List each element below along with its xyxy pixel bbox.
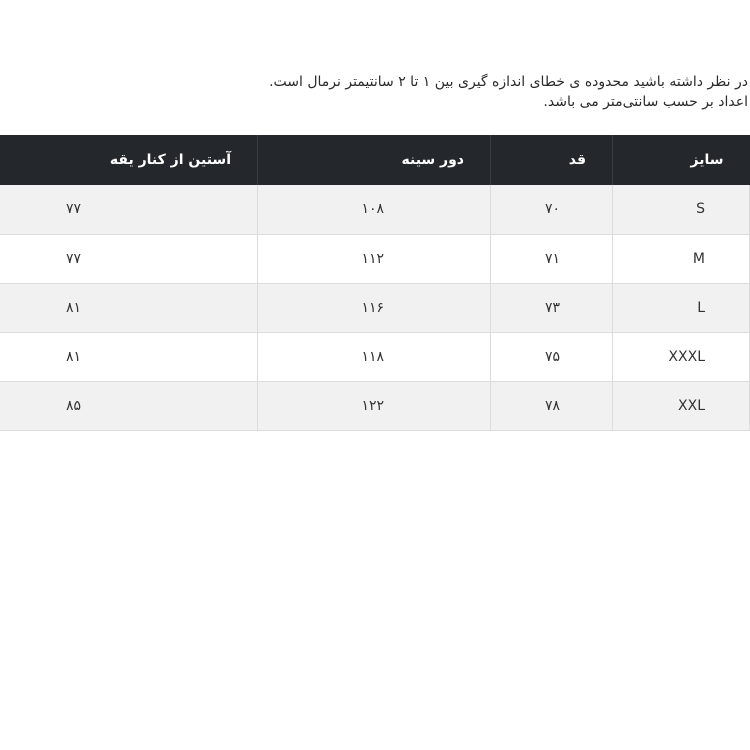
cell-size-value: L bbox=[697, 299, 705, 316]
cell-size-value: M bbox=[692, 250, 705, 267]
table-header-row bbox=[0, 135, 750, 185]
cell-sleeve: ۷۷ bbox=[0, 185, 258, 234]
cell-sleeve: ۸۱ bbox=[0, 283, 258, 332]
cell-sleeve: ۷۷ bbox=[0, 234, 258, 283]
cell-chest: ۱۰۸ bbox=[258, 185, 491, 234]
cell-chest: ۱۲۲ bbox=[258, 381, 491, 430]
cell-sleeve: ۸۵ bbox=[0, 381, 258, 430]
header-chest: دور سینه bbox=[258, 135, 491, 185]
cell-height: ۷۰ bbox=[491, 185, 613, 234]
header-height: قد bbox=[491, 135, 613, 185]
cell-size bbox=[613, 234, 750, 283]
table-body bbox=[0, 185, 750, 430]
note-measurement-error: در نظر داشته باشید محدوده ی خطای اندازه گیری بین ۱ تا ۲ سانتیمتر نرمال است. bbox=[269, 74, 748, 90]
cell-size bbox=[613, 332, 750, 381]
table-row bbox=[0, 283, 750, 332]
cell-size-value: XXL bbox=[678, 397, 705, 414]
table-row bbox=[0, 381, 750, 430]
table-row bbox=[0, 185, 750, 234]
table-header bbox=[0, 135, 750, 185]
cell-size bbox=[613, 381, 750, 430]
cell-chest: ۱۱۲ bbox=[258, 234, 491, 283]
cell-height: ۷۱ bbox=[491, 234, 613, 283]
table-row bbox=[0, 332, 750, 381]
cell-chest: ۱۱۶ bbox=[258, 283, 491, 332]
measurement-notes bbox=[8, 72, 748, 112]
header-size: سایز bbox=[613, 135, 750, 185]
cell-size-value: S bbox=[696, 201, 705, 218]
cell-size bbox=[613, 185, 750, 234]
header-sleeve: آستین از کنار یقه bbox=[0, 135, 258, 185]
size-chart-table bbox=[0, 135, 750, 431]
cell-sleeve: ۸۱ bbox=[0, 332, 258, 381]
cell-height: ۷۳ bbox=[491, 283, 613, 332]
cell-height: ۷۸ bbox=[491, 381, 613, 430]
cell-size bbox=[613, 283, 750, 332]
cell-height: ۷۵ bbox=[491, 332, 613, 381]
cell-size-value: XXXL bbox=[668, 348, 705, 365]
table-row bbox=[0, 234, 750, 283]
note-units: اعداد بر حسب سانتی‌متر می باشد. bbox=[543, 94, 748, 110]
cell-chest: ۱۱۸ bbox=[258, 332, 491, 381]
